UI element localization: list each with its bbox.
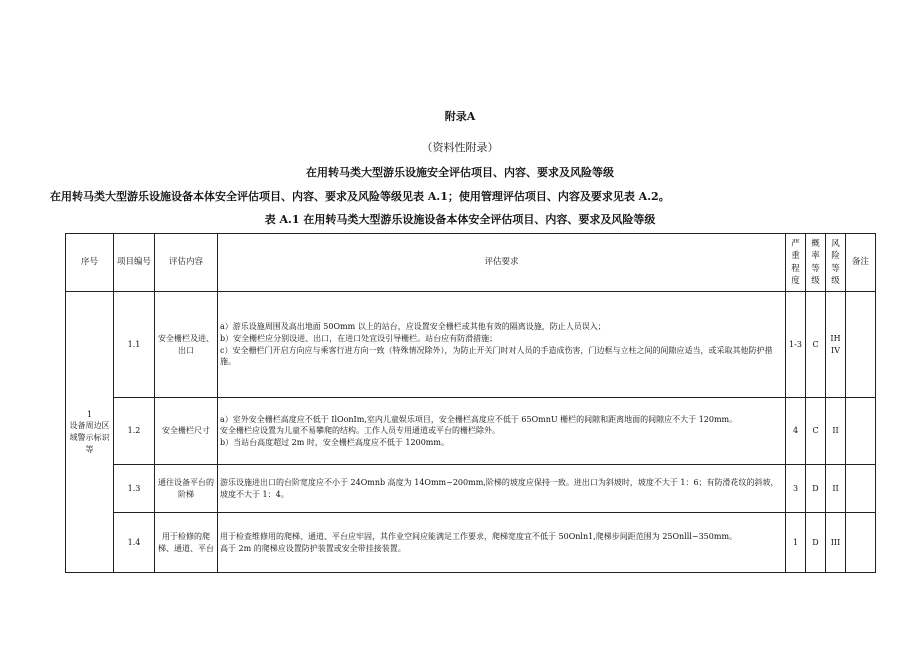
risk-value: [826, 398, 846, 465]
requirement-line: a）室外安全栅栏高度应不低于 IlOonIm,室内儿童娱乐项目，安全栅栏高度应不低于 65OmnU 栅栏的间隙和距离地面的间隙应不大于 120mm。: [220, 414, 738, 424]
risk-value: [826, 292, 846, 398]
appendix-type: （资料性附录）: [421, 141, 499, 154]
item-no: 1.4: [114, 513, 155, 573]
intro-paragraph: 在用转马类大型游乐设施设备本体安全评估项目、内容、要求及风险等级见表 A.1；使用管理评估项目、内容及要求见表 A.2。: [50, 190, 670, 203]
table-row: [66, 398, 876, 465]
requirement-line: a）游乐设施周围及高出地面 50Omm 以上的站台，应设置安全栅栏或其他有效的隔离设施，防止人员误入；: [220, 322, 606, 332]
header-item-no: 项目编号: [114, 234, 155, 292]
item-no: 1.1: [114, 292, 155, 398]
risk-level: IV: [831, 345, 840, 355]
item-no: 1.2: [114, 398, 155, 465]
assessment-table: [65, 233, 876, 573]
remarks-value: [846, 292, 876, 398]
severity-value: 3: [786, 465, 806, 513]
appendix-title: 附录A: [444, 110, 476, 123]
header-risk: 风险等级: [826, 234, 846, 292]
category-cell: [66, 292, 114, 573]
risk-level: IH: [830, 333, 841, 343]
header-remarks: 备注: [846, 234, 876, 292]
table-row: [66, 292, 876, 398]
risk-level: III: [830, 537, 841, 547]
header-requirement: 评估要求: [218, 234, 786, 292]
remarks-value: [846, 465, 876, 513]
item-requirement: [218, 292, 786, 398]
probability-value: C: [806, 292, 826, 398]
probability-value: D: [806, 513, 826, 573]
item-content: 通往设备平台的阶梯: [155, 465, 218, 513]
remarks-value: [846, 398, 876, 465]
item-requirement: [218, 513, 786, 573]
risk-value: [826, 465, 846, 513]
item-content: 用于检修的爬梯、通道、平台: [155, 513, 218, 573]
table-row: [66, 513, 876, 573]
header-probability: 概率等级: [806, 234, 826, 292]
table-title: 表 A.1 在用转马类大型游乐设施设备本体安全评估项目、内容、要求及风险等级: [264, 213, 656, 226]
item-requirement: [218, 465, 786, 513]
requirement-line: 高于 2m 的爬梯应设置防护装置或安全带挂接装置。: [220, 543, 406, 553]
requirement-line: 游乐设施进出口的台阶宽度应不小于 24Omnb 高度为 14Omm~200mm,阶梯的坡度应保持一致。进出口为斜坡时，坡度不大于 1：6；有防滑花纹的斜坡，坡度不大于 1：4。: [220, 477, 779, 499]
severity-value: 1-3: [786, 292, 806, 398]
header-content: 评估内容: [155, 234, 218, 292]
probability-value: C: [806, 398, 826, 465]
requirement-line: b）安全栅栏应分别设进、出口，在进口处宜设引导栅栏。站台应有防滑措施；: [220, 333, 498, 343]
main-title: 在用转马类大型游乐设施安全评估项目、内容、要求及风险等级: [306, 166, 614, 179]
item-content: 安全栅栏尺寸: [155, 398, 218, 465]
risk-level: II: [832, 483, 839, 493]
header-severity: 严重程度: [786, 234, 806, 292]
requirement-line: c）安全栅栏门开启方向应与乘客行进方向一致（特殊情况除外），为防止开关门时对人员的手造成伤害，门边框与立柱之间的间隙应适当，或采取其他防护措施。: [220, 345, 773, 367]
probability-value: D: [806, 465, 826, 513]
item-no: 1.3: [114, 465, 155, 513]
requirement-line: 安全栅栏应设置为儿童不易攀爬的结构。工作人员专用通道或平台的栅栏除外。: [220, 426, 500, 436]
table-row: [66, 465, 876, 513]
header-seq: 序号: [66, 234, 114, 292]
requirement-line: b）当站台高度超过 2m 时，安全栅栏高度应不低于 1200mm。: [220, 437, 449, 447]
risk-value: [826, 513, 846, 573]
remarks-value: [846, 513, 876, 573]
severity-value: 4: [786, 398, 806, 465]
severity-value: 1: [786, 513, 806, 573]
category-name: 设备周边区域警示标识等: [69, 421, 110, 454]
item-requirement: [218, 398, 786, 465]
requirement-line: 用于检查维修用的爬梯、通道、平台应牢固，其作业空间应能满足工作要求，爬梯宽度宜不低于 50Onln1,爬梯步间距范围为 25Onlll~350mm。: [220, 531, 738, 541]
item-content: 安全栅栏及进、出口: [155, 292, 218, 398]
header-row: [66, 234, 876, 292]
category-number: 1: [86, 409, 93, 419]
risk-level: II: [832, 426, 839, 436]
